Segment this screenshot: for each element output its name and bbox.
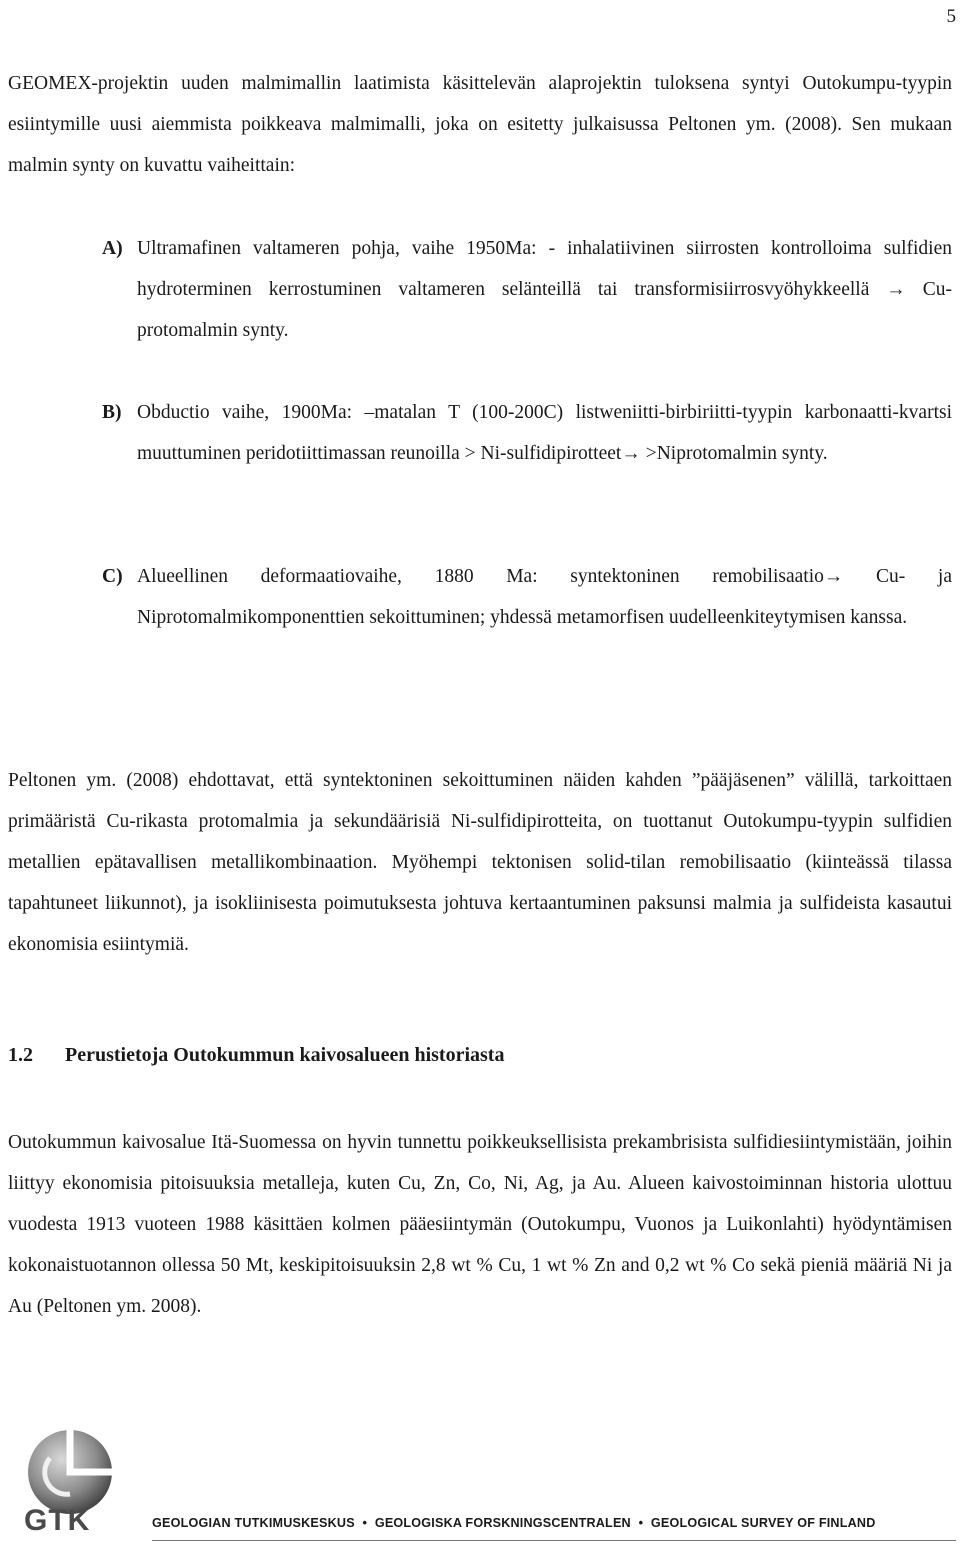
- gtk-logo-text: GTK: [24, 1504, 91, 1537]
- footer: [0, 1420, 960, 1550]
- phase-c-text: Alueellinen deformaatiovaihe, 1880 Ma: syntektoninen remobilisaatio→ Cu- ja Niprotomalmikomponenttien sekoittuminen; yhdessä metamorfisen uudelleenkiteytymisen kanssa.: [137, 566, 952, 628]
- phase-c: [102, 556, 952, 638]
- org-name-en: GEOLOGICAL SURVEY OF FINLAND: [650, 1516, 876, 1530]
- section-number: 1.2: [8, 1044, 33, 1066]
- phase-a-marker: A): [102, 238, 123, 259]
- phase-a: [102, 228, 952, 351]
- phase-c-marker: C): [102, 566, 123, 587]
- section-title: Perustietoja Outokummun kaivosalueen historiasta: [65, 1044, 505, 1066]
- page-number: 5: [946, 6, 956, 27]
- footer-organization-names: [152, 1516, 956, 1530]
- org-name-fi: GEOLOGIAN TUTKIMUSKESKUS: [152, 1516, 355, 1530]
- org-name-sv: GEOLOGISKA FORSKNINGSCENTRALEN: [374, 1516, 631, 1530]
- section-paragraph: Outokummun kaivosalue Itä-Suomessa on hyvin tunnettu poikkeuksellisista prekambrisista sulfidiesiintymistään, joihin liittyy ekonomisia pitoisuuksia metalleja, kuten Cu, Zn, Co, Ni, Ag, ja Au. Alueen kaivostoiminnan historia ulottuu vuodesta 1913 vuoteen 1988 käsittäen kolmen pääesiintymän (Outokumpu, Vuonos ja Luikonlahti) hyödyntämisen kokonaistuotannon ollessa 50 Mt, keskipitoisuuksin 2,8 wt % Cu, 1 wt % Zn and 0,2 wt % Co sekä pieniä määriä Ni ja Au (Peltonen ym. 2008).: [8, 1132, 952, 1317]
- phase-a-text: Ultramafinen valtameren pohja, vaihe 1950Ma: - inhalatiivinen siirrosten kontrolloima sulfidien hydroterminen kerrostuminen valtameren selänteillä tai transformisiirrosvyöhykkeellä → Cu-protomalmin synty.: [137, 238, 952, 341]
- phase-b-text: Obductio vaihe, 1900Ma: –matalan T (100-200C) listweniitti-birbiriitti-tyypin karbonaatti-kvartsi muuttuminen peridotiittimassan reunoilla > Ni-sulfidipirotteet→ >Niprotomalmin synty.: [137, 402, 952, 464]
- phase-b: [102, 392, 952, 474]
- intro-paragraph: GEOMEX-projektin uuden malmimallin laatimista käsittelevän alaprojektin tuloksena syntyi Outokumpu-tyypin esiintymille uusi aiemmista poikkeava malmimalli, joka on esitetty julkaisussa Peltonen ym. (2008). Sen mukaan malmin synty on kuvattu vaiheittain:: [8, 73, 952, 176]
- separator-dot: •: [362, 1516, 368, 1530]
- phase-b-marker: B): [102, 402, 122, 423]
- footer-divider: [152, 1540, 956, 1541]
- discussion-paragraph: Peltonen ym. (2008) ehdottavat, että syntektoninen sekoittuminen näiden kahden ”pääjäsenen” välillä, tarkoittaen primääristä Cu-rikasta protomalmia ja sekundäärisiä Ni-sulfidipirotteita, on tuottanut Outokumpu-tyypin sulfidien metallien epätavallisen metallikombinaation. Myöhempi tektonisen solid-tilan remobilisaatio (kiinteässä tilassa tapahtuneet liikunnot), ja isokliinisesta poimutuksesta johtuva kertaantuminen paksunsi malmia ja sulfideista kasautui ekonomisia esiintymiä.: [8, 770, 952, 955]
- section-heading: [8, 1044, 504, 1067]
- separator-dot: •: [638, 1516, 644, 1530]
